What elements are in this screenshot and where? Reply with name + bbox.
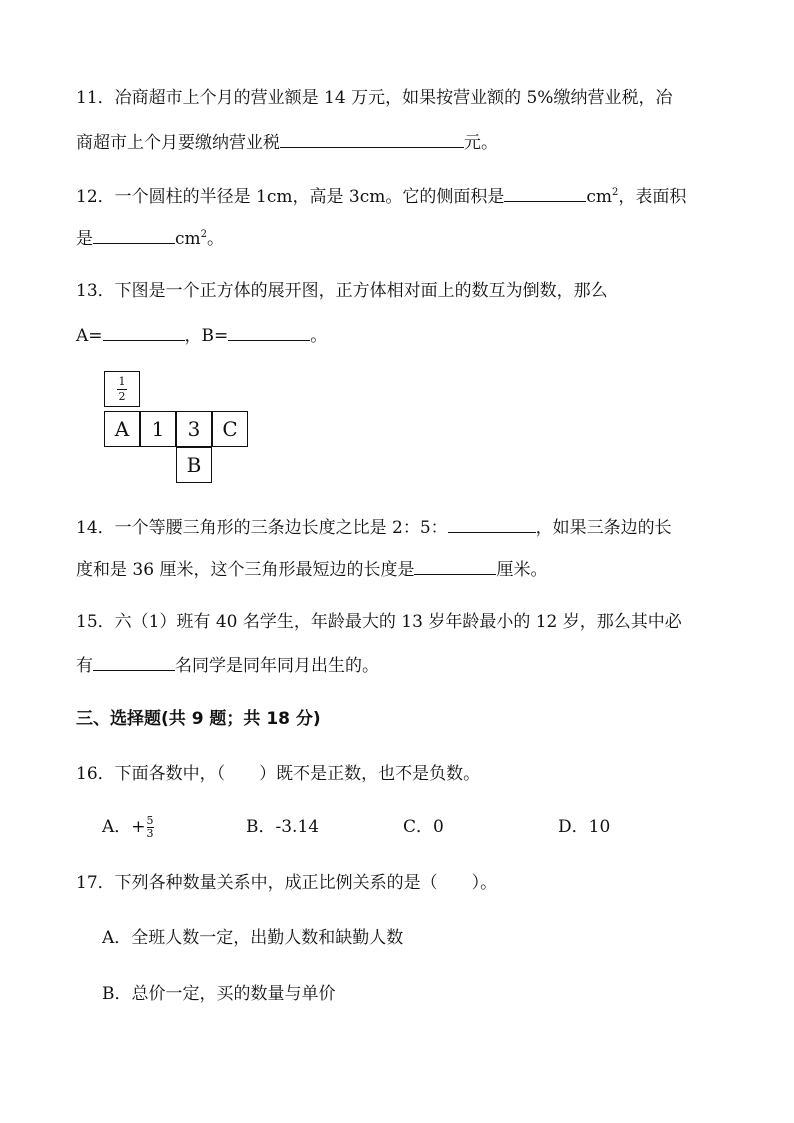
q12-line1 — [76, 183, 686, 209]
q13-text-1: 13．下图是一个正方体的展开图，正方体相对面上的数互为倒数，那么 — [76, 281, 608, 301]
q17-stem: 17．下列各种数量关系中，成正比例关系的是（ ）。 — [76, 873, 498, 893]
net-cell-c: C — [212, 411, 248, 447]
q13-a-blank[interactable] — [103, 322, 185, 341]
q17-option-b[interactable]: B．总价一定，买的数量与单价 — [102, 984, 336, 1004]
q12-text-4: 。 — [207, 229, 225, 249]
q14-ratio-blank[interactable] — [448, 514, 536, 533]
q13-b-blank[interactable] — [228, 322, 310, 341]
net-cell-b: B — [176, 447, 212, 483]
q16-option-b[interactable]: B．-3.14 — [246, 817, 320, 837]
q16-option-a-fraction — [147, 815, 154, 840]
q14-text-1: 14．一个等腰三角形的三条边长度之比是 2：5： — [76, 518, 448, 538]
q11-line2 — [76, 129, 498, 155]
q14-length-blank[interactable] — [414, 556, 496, 575]
q16-a-denominator: 3 — [146, 827, 154, 840]
net-top-numerator: 1 — [118, 374, 126, 388]
q12-surface-area-blank[interactable] — [93, 225, 175, 244]
q12-text-2: ，表面积 — [618, 187, 687, 207]
q12-sup-2: 2 — [200, 229, 208, 240]
q13-a-label: A= — [76, 326, 103, 346]
q15-text-1: 15．六（1）班有 40 名学生，年龄最大的 13 岁年龄最小的 12 岁，那么其中必 — [76, 612, 682, 632]
net-cell-1: 1 — [140, 411, 176, 447]
q15-text-2: 有 — [76, 656, 93, 676]
q12-line2 — [76, 225, 224, 251]
q16-stem: 16．下面各数中，（ ）既不是正数，也不是负数。 — [76, 764, 481, 784]
q13-end: 。 — [310, 326, 328, 346]
q11-text-1: 11．冶商超市上个月的营业额是 14 万元，如果按营业额的 5%缴纳营业税，冶 — [76, 88, 673, 108]
net-cell-3: 3 — [176, 411, 212, 447]
q12-unit-1: cm — [586, 187, 613, 207]
net-cell-top-fraction — [104, 371, 140, 407]
q16-a-numerator: 5 — [146, 814, 154, 827]
q12-text-1: 12．一个圆柱的半径是 1cm，高是 3cm。它的侧面积是 — [76, 187, 505, 207]
q15-text-3: 名同学是同年同月出生的。 — [175, 656, 379, 676]
q12-lateral-area-blank[interactable] — [504, 183, 586, 202]
q12-unit-2: cm — [175, 229, 201, 249]
q16-option-d[interactable]: D．10 — [558, 817, 611, 837]
q14-line2 — [76, 556, 547, 582]
q14-text-2: ，如果三条边的长 — [535, 518, 672, 538]
q12-text-3: 是 — [76, 229, 93, 249]
net-cell-a: A — [104, 411, 140, 447]
q15-line1 — [76, 610, 682, 634]
q16-option-a-prefix: A．+ — [102, 817, 146, 837]
q17-option-a[interactable]: A．全班人数一定，出勤人数和缺勤人数 — [102, 928, 404, 948]
q16-option-a[interactable] — [102, 815, 154, 840]
q13-sep: ，B= — [184, 326, 229, 346]
q11-answer-blank[interactable] — [280, 129, 464, 148]
section-heading: 三、选择题(共 9 题；共 18 分) — [76, 709, 321, 729]
q13-line2 — [76, 322, 327, 348]
q12-sup-1: 2 — [612, 187, 619, 198]
q14-text-4: 厘米。 — [496, 560, 548, 580]
q11-text-2: 商超市上个月要缴纳营业税 — [76, 133, 280, 153]
q16-option-c[interactable]: C．0 — [403, 817, 444, 837]
net-top-denominator: 2 — [118, 389, 126, 403]
q15-line2 — [76, 652, 379, 678]
q14-line1 — [76, 514, 672, 540]
q11-line1 — [76, 86, 672, 110]
q15-count-blank[interactable] — [93, 652, 175, 671]
q14-text-3: 度和是 36 厘米，这个三角形最短边的长度是 — [76, 560, 415, 580]
q11-text-3: 元。 — [464, 133, 498, 153]
q13-line1 — [76, 279, 608, 303]
